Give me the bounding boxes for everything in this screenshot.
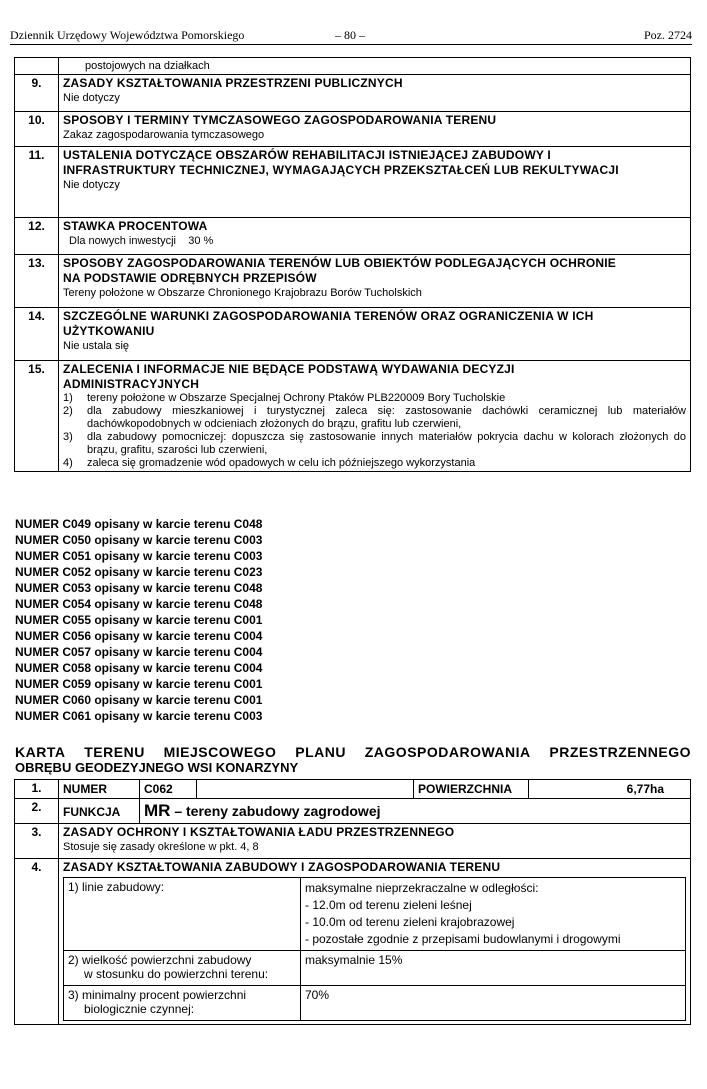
table-row (15, 361, 691, 472)
row-content (59, 58, 691, 75)
list-item: NUMER C053 opisany w karcie terenu C048 (15, 581, 263, 595)
list-item: NUMER C057 opisany w karcie terenu C004 (15, 645, 263, 659)
section-title: SPOSOBY ZAGOSPODAROWANIA TERENÓW LUB OBIEKTÓW PODLEGAJĄCYCH OCHRONIE NA PODSTAWIE ODRĘBNYCH PRZEPISÓW (63, 256, 616, 285)
row-content (59, 859, 691, 1025)
section-title: SZCZEGÓLNE WARUNKI ZAGOSPODAROWANIA TERENÓW ORAZ OGRANICZENIA W ICH UŻYTKOWANIU (63, 309, 594, 338)
table-row (64, 951, 686, 986)
building-rules-table (63, 877, 686, 1021)
function-row (59, 799, 690, 823)
page-header (10, 26, 692, 45)
section-text: Tereny położone w Obszarze Chronionego Krajobrazu Borów Tucholskich (63, 287, 422, 299)
row-number: 11. (15, 147, 59, 218)
land-card-table-continued (14, 57, 691, 472)
list-item: NUMER C050 opisany w karcie terenu C003 (15, 533, 263, 547)
land-card-table (14, 779, 691, 1025)
recommendations-list (63, 392, 686, 470)
numer-value: C062 (140, 780, 197, 798)
list-item: NUMER C056 opisany w karcie terenu C004 (15, 629, 263, 643)
row-content (59, 75, 691, 112)
row-number: 13. (15, 255, 59, 308)
rule-label: 1) linie zabudowy: (64, 878, 301, 951)
table-row (15, 255, 691, 308)
table-row (15, 859, 691, 1025)
heading-line-2: OBRĘBU GEODEZYJNEGO WSI KONARZYNY (15, 760, 299, 775)
row-number: 4. (15, 859, 59, 1025)
section-title: ZASADY OCHRONY I KSZTAŁTOWANIA ŁADU PRZESTRZENNEGO (63, 825, 455, 839)
row-number: 10. (15, 112, 59, 147)
section-text: Nie dotyczy (63, 179, 120, 191)
list-item: NUMER C061 opisany w karcie terenu C003 (15, 709, 263, 723)
table-row (15, 780, 691, 799)
area-value: 6,77ha (626, 782, 664, 796)
heading-line-1: KARTA TERENU MIEJSCOWEGO PLANU ZAGOSPODAROWANIA PRZESTRZENNEGO (15, 744, 691, 760)
row-number: 14. (15, 308, 59, 361)
row-number: 3. (15, 824, 59, 859)
row-number: 2. (15, 799, 59, 824)
table-row (15, 112, 691, 147)
section-title: ZASADY KSZTAŁTOWANIA ZABUDOWY I ZAGOSPODAROWANIA TERENU (63, 860, 501, 874)
row-content (59, 218, 691, 255)
function-code: MR (144, 801, 171, 820)
rule-label: 2) wielkość powierzchni zabudowy w stosunku do powierzchni terenu: (64, 951, 301, 986)
row-content (59, 308, 691, 361)
list-item: 1) tereny położone w Obszarze Specjalnej Ochrony Ptaków PLB220009 Bory Tucholskie (63, 392, 506, 404)
section-text: Dla nowych inwestycji 30 % (69, 235, 214, 247)
list-item: NUMER C055 opisany w karcie terenu C001 (15, 613, 263, 627)
table-row (15, 147, 691, 218)
section-text: Stosuje się zasady określone w pkt. 4, 8 (63, 841, 259, 853)
row-content (59, 255, 691, 308)
list-item: NUMER C054 opisany w karcie terenu C048 (15, 597, 263, 611)
rule-label: 3) minimalny procent powierzchni biologicznie czynnej: (64, 986, 301, 1021)
numer-label: NUMER (59, 780, 140, 798)
table-row (15, 308, 691, 361)
list-item: NUMER C052 opisany w karcie terenu C023 (15, 565, 263, 579)
table-row (64, 878, 686, 951)
row-number: 1. (15, 780, 59, 799)
list-item: 4) zaleca się gromadzenie wód opadowych w celu ich późniejszego wykorzystania (63, 457, 476, 469)
land-card-heading (15, 745, 691, 775)
row-number: 15. (15, 361, 59, 472)
list-item: NUMER C058 opisany w karcie terenu C004 (15, 661, 263, 675)
rule-value: maksymalnie 15% (301, 951, 686, 986)
section-title: USTALENIA DOTYCZĄCE OBSZARÓW REHABILITACJI ISTNIEJĄCEJ ZABUDOWY I INFRASTRUKTURY TECHNICZNEJ, WYMAGAJĄCYCH PRZEKSZTAŁCEŃ LUB REKULTYWACJI (63, 148, 619, 177)
page-number: – 80 – (335, 28, 365, 42)
rule-value: maksymalne nieprzekraczalne w odległości: - 12.0m od terenu zieleni leśnej - 10.0m od terenu zieleni krajobrazowej - pozostałe zgodnie z przepisami budowlanymi i drogowymi (301, 878, 686, 951)
section-title: STAWKA PROCENTOWA (63, 219, 208, 233)
section-text: Nie ustala się (63, 340, 130, 352)
row-content (59, 824, 691, 859)
section-title: SPOSOBY I TERMINY TYMCZASOWEGO ZAGOSPODAROWANIA TERENU (63, 113, 497, 127)
table-row (64, 986, 686, 1021)
row-content (59, 112, 691, 147)
row-number (15, 58, 59, 75)
row-content (59, 799, 691, 824)
row-content (59, 361, 691, 472)
number-references-list (15, 516, 262, 724)
journal-title: Dziennik Urzędowy Województwa Pomorskiego (10, 28, 245, 42)
table-row (15, 799, 691, 824)
continued-text: postojowych na działkach (85, 60, 210, 72)
function-description: – tereny zabudowy zagrodowej (170, 803, 381, 819)
list-item: NUMER C060 opisany w karcie terenu C001 (15, 693, 263, 707)
row-content (59, 147, 691, 218)
section-text: Nie dotyczy (63, 92, 120, 104)
area-label: POWIERZCHNIA (414, 780, 529, 798)
function-value (140, 799, 691, 823)
list-item: NUMER C059 opisany w karcie terenu C001 (15, 677, 263, 691)
row-number: 12. (15, 218, 59, 255)
position-number: Poz. 2724 (644, 28, 692, 42)
table-row (15, 218, 691, 255)
number-area-row (59, 780, 690, 798)
row-content (59, 780, 691, 799)
rule-value: 70% (301, 986, 686, 1021)
section-text: Zakaz zagospodarowania tymczasowego (63, 129, 265, 141)
table-row (15, 824, 691, 859)
list-item: 3) dla zabudowy pomocniczej: dopuszcza się zastosowanie innych materiałów pokrycia dachu w kolorach złożonych do brązu, grafitu, szarości lub czerwieni, (63, 431, 686, 456)
section-title: ZASADY KSZTAŁTOWANIA PRZESTRZENI PUBLICZNYCH (63, 76, 403, 90)
table-row (15, 58, 691, 75)
row-number: 9. (15, 75, 59, 112)
list-item: 2) dla zabudowy mieszkaniowej i turystycznej zaleca się: zastosowanie dachówki ceramicznej lub materiałów dachówkopodobnych w odcieniach złożonych do brązu, grafitu lub czerwieni, (63, 405, 686, 430)
table-row (15, 75, 691, 112)
list-item: NUMER C049 opisany w karcie terenu C048 (15, 517, 263, 531)
section-title: ZALECENIA I INFORMACJE NIE BĘDĄCE PODSTAWĄ WYDAWANIA DECYZJI ADMINISTRACYJNYCH (63, 362, 515, 391)
list-item: NUMER C051 opisany w karcie terenu C003 (15, 549, 263, 563)
function-label: FUNKCJA (59, 799, 140, 823)
